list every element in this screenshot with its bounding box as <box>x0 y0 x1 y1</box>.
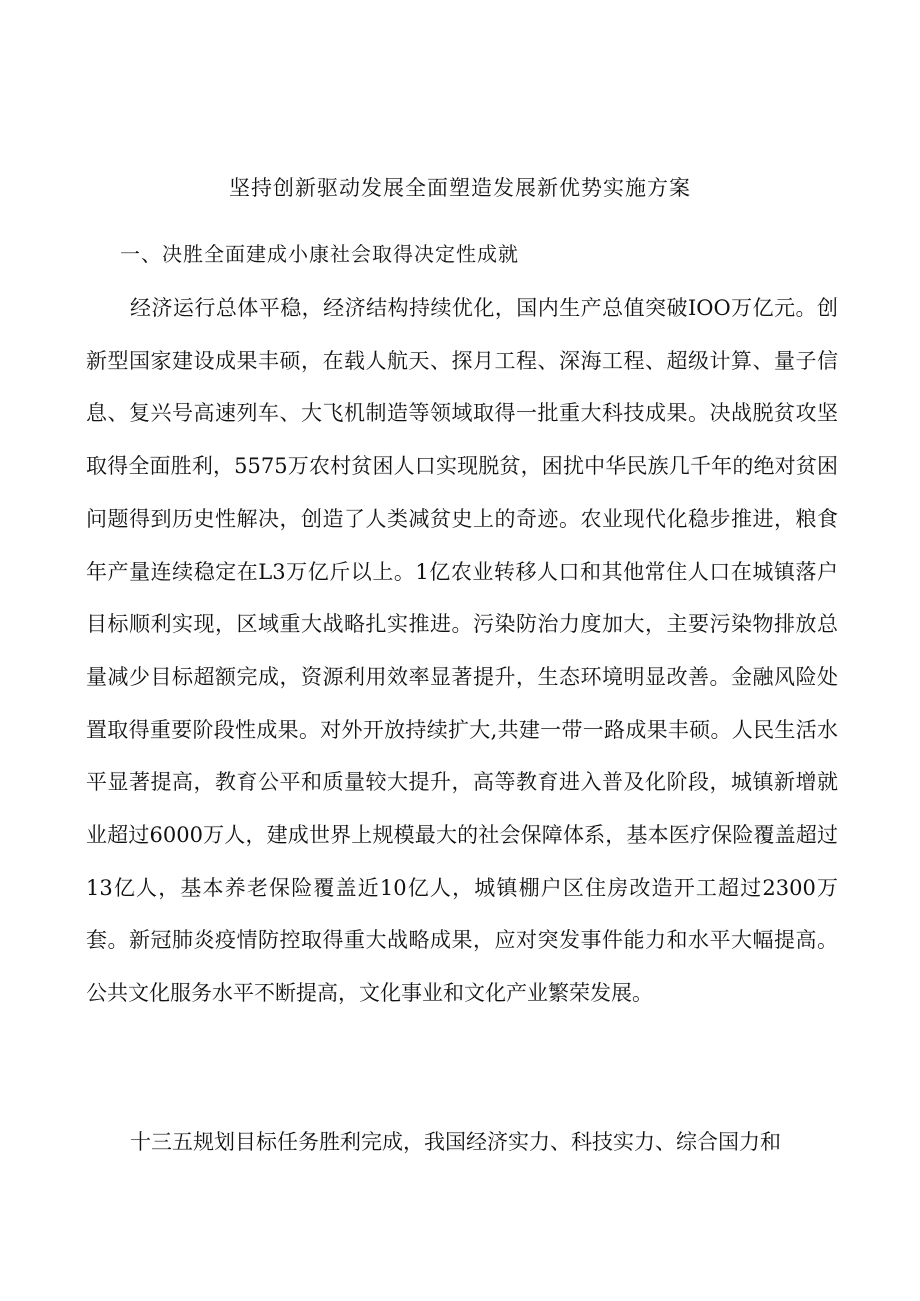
section-heading: 一、决胜全面建成小康社会取得决定性成就 <box>120 242 519 266</box>
document-title: 坚持创新驱动发展全面塑造发展新优势实施方案 <box>229 176 691 200</box>
body-paragraph-2: 十三五规划目标任务胜利完成，我国经济实力、科技实力、综合国力和 <box>130 1130 781 1154</box>
body-paragraph-1: 经济运行总体平稳，经济结构持续优化，国内生产总值突破IOO万亿元。创新型国家建设成果丰硕，在载人航天、探月工程、深海工程、超级计算、量子信息、复兴号高速列车、大飞机制造等领域取得一批重大科技成果。决战脱贫攻坚取得全面胜利，5575万农村贫困人口实现脱贫，困扰中华民族几千年的绝对贫困问题得到历史性解决，创造了人类减贫史上的奇迹。农业现代化稳步推进，粮食年产量连续稳定在L3万亿斤以上。1亿农业转移人口和其他常住人口在城镇落户目标顺利实现，区域重大战略扎实推进。污染防治力度加大，主要污染物排放总量减少目标超额完成，资源利用效率显著提升，生态环境明显改善。金融风险处置取得重要阶段性成果。对外开放持续扩大,共建一带一路成果丰硕。人民生活水平显著提高，教育公平和质量较大提升，高等教育进入普及化阶段，城镇新增就业超过6000万人，建成世界上规模最大的社会保障体系，基本医疗保险覆盖超过13亿人，基本养老保险覆盖近10亿人，城镇棚户区住房改造开工超过2300万套。新冠肺炎疫情防控取得重大战略成果，应对突发事件能力和水平大幅提高。公共文化服务水平不断提高，文化事业和文化产业繁荣发展。 <box>86 296 838 1006</box>
